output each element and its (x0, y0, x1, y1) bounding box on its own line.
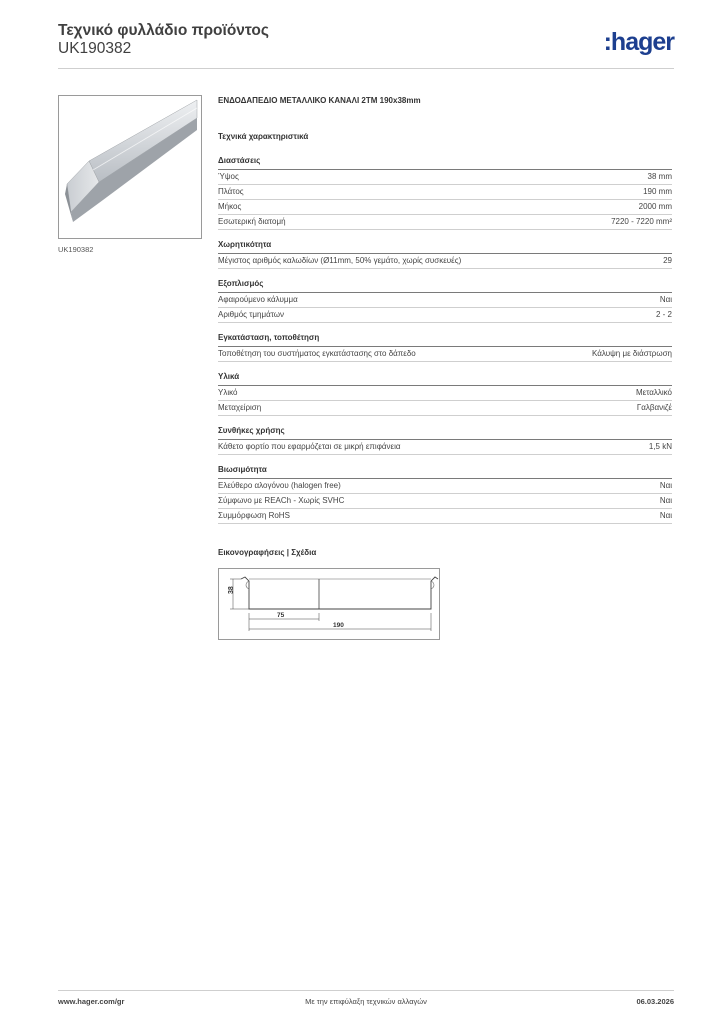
spec-label: Αριθμός τμημάτων (218, 310, 284, 319)
illustrations-heading: Εικονογραφήσεις | Σχέδια (218, 548, 317, 557)
spec-label: Ελεύθερο αλογόνου (halogen free) (218, 481, 341, 490)
spec-value: 38 mm (647, 172, 672, 181)
spec-row (218, 215, 672, 230)
spec-row (218, 479, 672, 494)
spec-row (218, 509, 672, 524)
spec-row (218, 170, 672, 185)
footer-divider (58, 990, 674, 991)
spec-label: Εσωτερική διατομή (218, 217, 286, 226)
footer-date: 06.03.2026 (636, 997, 674, 1006)
technical-drawing (218, 568, 440, 640)
spec-row (218, 308, 672, 323)
section-materials (218, 372, 672, 416)
spec-row (218, 440, 672, 455)
spec-value: Μεταλλικό (635, 388, 672, 397)
hager-logo: :hager (603, 28, 674, 56)
specifications-panel (218, 96, 672, 640)
width-dimension-label: 190 (333, 622, 344, 629)
product-name: ΕΝΔΟΔΑΠΕΔΙΟ ΜΕΤΑΛΛΙΚΟ ΚΑΝΑΛΙ 2ΤΜ 190x38mm (218, 96, 421, 105)
section-equipment (218, 279, 672, 323)
section-title: Εγκατάσταση, τοποθέτηση (218, 333, 672, 347)
spec-value: Γαλβανιζέ (636, 403, 672, 412)
section-title: Βιωσιμότητα (218, 465, 672, 479)
spec-value: Ναι (659, 496, 672, 505)
spec-label: Υλικό (218, 388, 238, 397)
section-title: Συνθήκες χρήσης (218, 426, 672, 440)
spec-row (218, 494, 672, 509)
spec-row (218, 293, 672, 308)
spec-label: Αφαιρούμενο κάλυμμα (218, 295, 298, 304)
section-dimensions (218, 156, 672, 230)
spec-label: Μέγιστος αριθμός καλωδίων (Ø11mm, 50% γεμάτο, χωρίς συσκευές) (218, 256, 462, 265)
section-title: Εξοπλισμός (218, 279, 672, 293)
partition-dimension-label: 75 (277, 612, 285, 619)
spec-value: Ναι (659, 511, 672, 520)
spec-row (218, 401, 672, 416)
section-title: Χωρητικότητα (218, 240, 672, 254)
spec-label: Μήκος (218, 202, 242, 211)
spec-value: 29 (663, 256, 672, 265)
spec-value: 7220 - 7220 mm² (611, 217, 672, 226)
section-title: Υλικά (218, 372, 672, 386)
spec-row (218, 185, 672, 200)
spec-row (218, 386, 672, 401)
page-header (58, 22, 674, 58)
spec-label: Ύψος (218, 172, 239, 181)
website-link[interactable]: www.hager.com/gr (58, 997, 125, 1006)
photo-caption: UK190382 (58, 245, 94, 254)
header-divider (58, 68, 674, 69)
spec-row (218, 347, 672, 362)
spec-value: 2 - 2 (655, 310, 672, 319)
section-installation (218, 333, 672, 362)
spec-value: 190 mm (643, 187, 672, 196)
section-title: Διαστάσεις (218, 156, 672, 170)
document-title: Τεχνικό φυλλάδιο προϊόντος (58, 22, 269, 39)
section-usage-conditions (218, 426, 672, 455)
spec-label: Μεταχείριση (218, 403, 262, 412)
product-code: UK190382 (58, 40, 132, 57)
spec-label: Συμμόρφωση RoHS (218, 511, 290, 520)
spec-label: Σύμφωνο με REACh - Χωρίς SVHC (218, 496, 345, 505)
spec-row (218, 254, 672, 269)
spec-label: Κάθετο φορτίο που εφαρμόζεται σε μικρή επιφάνεια (218, 442, 401, 451)
spec-value: Κάλυψη με διάστρωση (592, 349, 672, 358)
height-dimension-label: 38 (228, 586, 235, 594)
spec-value: Ναι (659, 481, 672, 490)
product-photo (58, 95, 202, 239)
spec-label: Πλάτος (218, 187, 244, 196)
specs-heading: Τεχνικά χαρακτηριστικά (218, 132, 309, 141)
spec-value: Ναι (659, 295, 672, 304)
spec-row (218, 200, 672, 215)
section-sustainability (218, 465, 672, 524)
spec-label: Τοποθέτηση του συστήματος εγκατάστασης στο δάπεδο (218, 349, 416, 358)
section-capacity (218, 240, 672, 269)
spec-value: 2000 mm (638, 202, 672, 211)
spec-value: 1,5 kN (648, 442, 672, 451)
footer-notice: Με την επιφύλαξη τεχνικών αλλαγών (305, 997, 427, 1006)
